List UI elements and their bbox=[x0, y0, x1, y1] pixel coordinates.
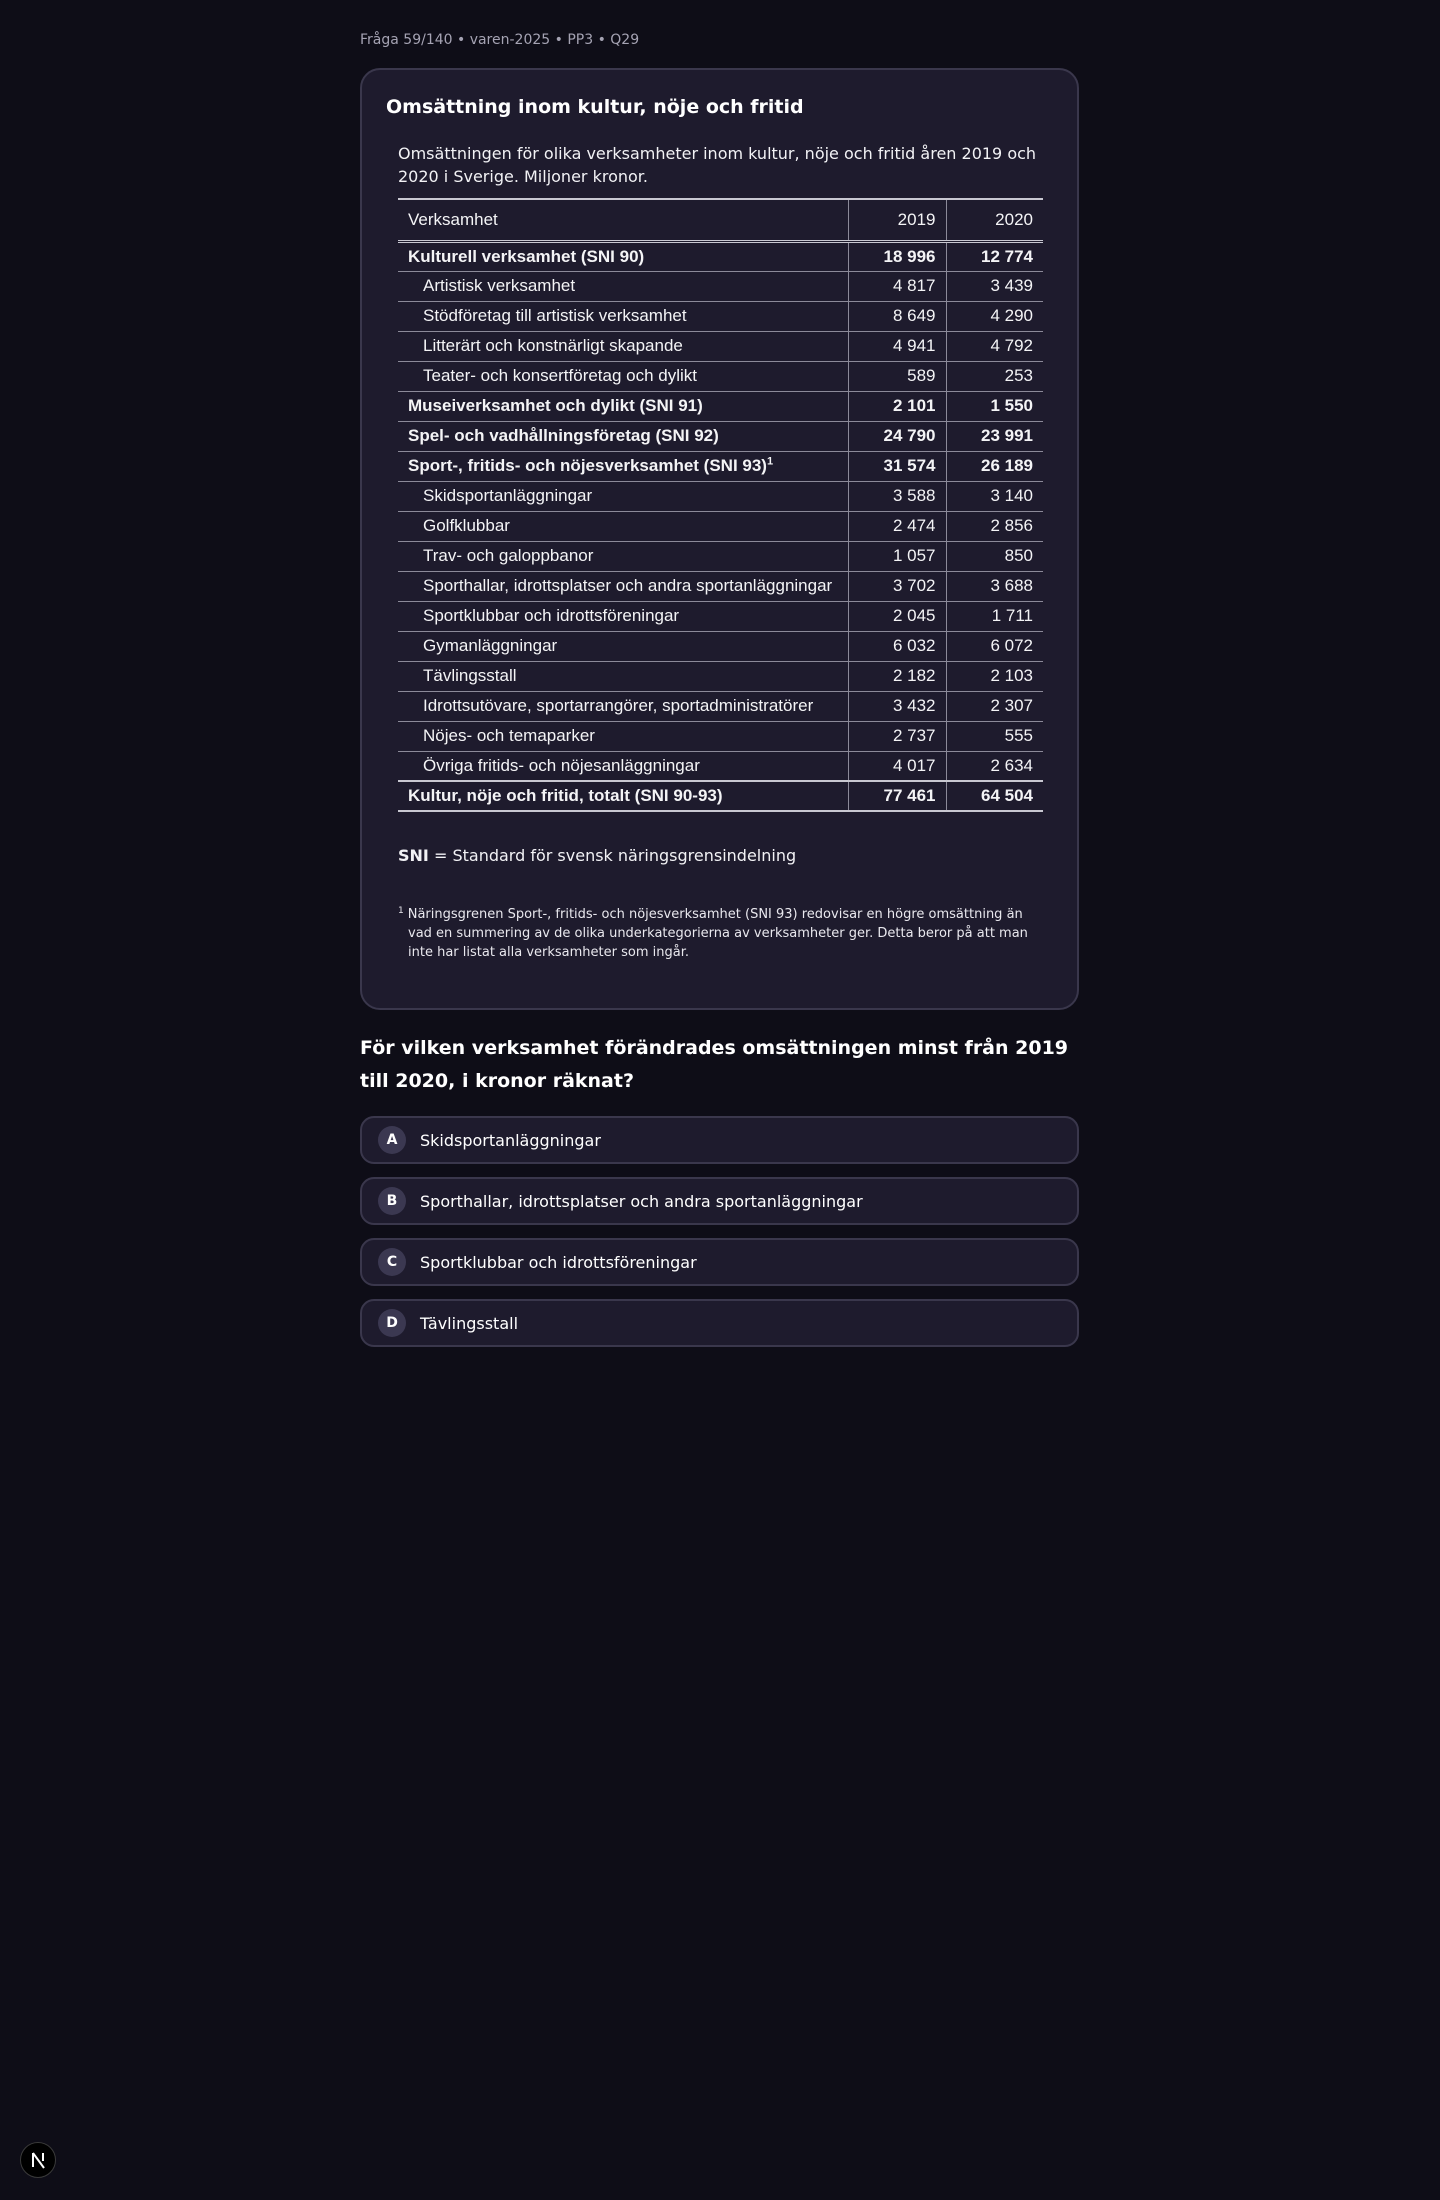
row-value-2019: 4 941 bbox=[848, 331, 946, 361]
table-row bbox=[398, 301, 1043, 331]
row-value-2019: 3 432 bbox=[848, 691, 946, 721]
row-value-2020: 4 290 bbox=[946, 301, 1043, 331]
question-text: För vilken verksamhet förändrades omsättningen minst från 2019 till 2020, i kronor räknat? bbox=[360, 1037, 1069, 1092]
table-row bbox=[398, 421, 1043, 451]
footnote-text: Näringsgrenen Sport-, fritids- och nöjesverksamhet (SNI 93) redovisar en högre omsättning än vad en summering av de olika underkategorierna av verksamheter ger. Detta beror på att man inte har listat alla verksamheter som ingår. bbox=[407, 907, 1028, 960]
header-2019: 2019 bbox=[848, 199, 946, 241]
table-row bbox=[398, 571, 1043, 601]
question-meta: Fråga 59/140 • varen-2025 • PP3 • Q29 bbox=[360, 32, 640, 48]
nextjs-logo-icon[interactable] bbox=[20, 2142, 56, 2178]
row-value-2020: 23 991 bbox=[946, 421, 1043, 451]
table-row bbox=[398, 601, 1043, 631]
row-value-2020: 6 072 bbox=[946, 631, 1043, 661]
row-value-2020: 850 bbox=[946, 541, 1043, 571]
row-value-2019: 3 588 bbox=[848, 481, 946, 511]
table-row bbox=[398, 751, 1043, 781]
row-label: Tävlingsstall bbox=[398, 661, 848, 691]
table-row bbox=[398, 271, 1043, 301]
header-verksamhet: Verksamhet bbox=[398, 199, 848, 241]
table-row bbox=[398, 331, 1043, 361]
table-total-row bbox=[398, 781, 1043, 811]
row-value-2020: 4 792 bbox=[946, 331, 1043, 361]
sni-text: = Standard för svensk näringsgrensindelning bbox=[428, 846, 797, 865]
table-row bbox=[398, 361, 1043, 391]
row-value-2020: 3 688 bbox=[946, 571, 1043, 601]
table-row bbox=[398, 661, 1043, 691]
footnote bbox=[398, 905, 1050, 962]
row-label: Spel- och vadhållningsföretag (SNI 92) bbox=[398, 421, 848, 451]
row-value-2020: 12 774 bbox=[946, 241, 1043, 271]
table-row bbox=[398, 241, 1043, 271]
option-letter-badge: B bbox=[378, 1187, 406, 1215]
row-label: Gymanläggningar bbox=[398, 631, 848, 661]
row-label: Litterärt och konstnärligt skapande bbox=[398, 331, 848, 361]
row-label: Kulturell verksamhet (SNI 90) bbox=[398, 241, 848, 271]
option-c-button[interactable] bbox=[360, 1238, 1079, 1286]
nextjs-logo-glyph bbox=[28, 2150, 48, 2170]
row-label: Museiverksamhet och dylikt (SNI 91) bbox=[398, 391, 848, 421]
row-label-text: Sport-, fritids- och nöjesverksamhet (SNI 93) bbox=[408, 456, 767, 475]
table-row bbox=[398, 481, 1043, 511]
row-value-2020: 2 856 bbox=[946, 511, 1043, 541]
table-row bbox=[398, 541, 1043, 571]
row-label: Artistisk verksamhet bbox=[398, 271, 848, 301]
row-value-2019: 3 702 bbox=[848, 571, 946, 601]
table-row bbox=[398, 511, 1043, 541]
row-value-2019: 2 182 bbox=[848, 661, 946, 691]
row-value-2020: 1 550 bbox=[946, 391, 1043, 421]
row-value-2020: 26 189 bbox=[946, 451, 1043, 481]
row-value-2019: 589 bbox=[848, 361, 946, 391]
row-label: Stödföretag till artistisk verksamhet bbox=[398, 301, 848, 331]
row-label: Skidsportanläggningar bbox=[398, 481, 848, 511]
row-value-2019: 4 817 bbox=[848, 271, 946, 301]
row-value-2019: 2 737 bbox=[848, 721, 946, 751]
row-value-2019: 2 101 bbox=[848, 391, 946, 421]
row-value-2019: 77 461 bbox=[848, 781, 946, 811]
table-row bbox=[398, 391, 1043, 421]
row-value-2019: 2 474 bbox=[848, 511, 946, 541]
row-label: Teater- och konsertföretag och dylikt bbox=[398, 361, 848, 391]
row-value-2020: 3 439 bbox=[946, 271, 1043, 301]
row-value-2020: 64 504 bbox=[946, 781, 1043, 811]
option-label: Skidsportanläggningar bbox=[420, 1130, 601, 1150]
header-2020: 2020 bbox=[946, 199, 1043, 241]
row-value-2019: 1 057 bbox=[848, 541, 946, 571]
table-row bbox=[398, 691, 1043, 721]
row-value-2020: 3 140 bbox=[946, 481, 1043, 511]
row-value-2019: 2 045 bbox=[848, 601, 946, 631]
footnote-marker: 1 bbox=[398, 905, 404, 916]
row-label: Golfklubbar bbox=[398, 511, 848, 541]
option-label: Tävlingsstall bbox=[420, 1313, 519, 1333]
sni-abbr: SNI bbox=[398, 846, 429, 865]
row-value-2020: 1 711 bbox=[946, 601, 1043, 631]
table-caption: Omsättningen för olika verksamheter inom kultur, nöje och fritid åren 2019 och 2020 i Sverige. Miljoner kronor. bbox=[398, 144, 1037, 186]
row-value-2019: 18 996 bbox=[848, 241, 946, 271]
row-value-2020: 253 bbox=[946, 361, 1043, 391]
revenue-table bbox=[398, 198, 1043, 812]
table-header-row bbox=[398, 199, 1043, 241]
row-label: Sporthallar, idrottsplatser och andra sportanläggningar bbox=[398, 571, 848, 601]
table-row bbox=[398, 451, 1043, 481]
row-value-2019: 31 574 bbox=[848, 451, 946, 481]
stimulus-card bbox=[360, 68, 1079, 1010]
answer-options bbox=[360, 1116, 1079, 1360]
row-label: Kultur, nöje och fritid, totalt (SNI 90-93) bbox=[398, 781, 848, 811]
row-value-2019: 4 017 bbox=[848, 751, 946, 781]
option-label: Sporthallar, idrottsplatser och andra sportanläggningar bbox=[420, 1191, 863, 1211]
option-letter-badge: A bbox=[378, 1126, 406, 1154]
option-letter-badge: D bbox=[378, 1309, 406, 1337]
row-value-2020: 555 bbox=[946, 721, 1043, 751]
row-value-2019: 24 790 bbox=[848, 421, 946, 451]
option-d-button[interactable] bbox=[360, 1299, 1079, 1347]
footnote-marker: 1 bbox=[766, 455, 774, 468]
table-row bbox=[398, 721, 1043, 751]
sni-definition bbox=[398, 846, 796, 865]
row-label: Sportklubbar och idrottsföreningar bbox=[398, 601, 848, 631]
row-label bbox=[398, 451, 848, 481]
table-row bbox=[398, 631, 1043, 661]
row-value-2019: 8 649 bbox=[848, 301, 946, 331]
card-title: Omsättning inom kultur, nöje och fritid bbox=[386, 96, 804, 118]
option-a-button[interactable] bbox=[360, 1116, 1079, 1164]
option-label: Sportklubbar och idrottsföreningar bbox=[420, 1252, 697, 1272]
row-value-2020: 2 634 bbox=[946, 751, 1043, 781]
row-label: Nöjes- och temaparker bbox=[398, 721, 848, 751]
option-letter-badge: C bbox=[378, 1248, 406, 1276]
row-label: Trav- och galoppbanor bbox=[398, 541, 848, 571]
row-label: Idrottsutövare, sportarrangörer, sportadministratörer bbox=[398, 691, 848, 721]
row-value-2020: 2 103 bbox=[946, 661, 1043, 691]
row-value-2020: 2 307 bbox=[946, 691, 1043, 721]
option-b-button[interactable] bbox=[360, 1177, 1079, 1225]
row-label: Övriga fritids- och nöjesanläggningar bbox=[398, 751, 848, 781]
row-value-2019: 6 032 bbox=[848, 631, 946, 661]
